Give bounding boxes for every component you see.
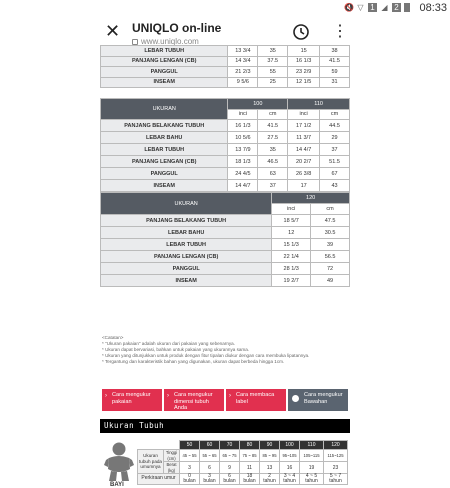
unit-header: inci xyxy=(288,109,320,120)
table-row xyxy=(101,180,350,192)
selected-dot-icon xyxy=(292,395,299,402)
size-header: 60 xyxy=(200,441,220,450)
arrow-right-icon: › xyxy=(167,393,169,399)
cell: 45 ~ 55 xyxy=(180,450,200,462)
cell: 35 xyxy=(258,144,288,156)
cell: 26 3/8 xyxy=(288,168,320,180)
more-menu-icon[interactable]: ⋮ xyxy=(332,23,348,40)
cell: 11 xyxy=(240,462,260,474)
size-table-90 xyxy=(100,45,350,88)
size-header: 120 xyxy=(272,193,350,204)
cell: 115~125 xyxy=(324,450,348,462)
arrow-right-icon: › xyxy=(229,393,231,399)
button-label: dimensi tubuh Anda xyxy=(174,398,209,411)
row-label: INSEAM xyxy=(101,77,228,88)
table-row xyxy=(101,46,350,57)
cell: 44.5 xyxy=(320,120,350,132)
unit-header: inci xyxy=(228,109,258,120)
cell-unit: bulan xyxy=(203,478,216,484)
close-icon[interactable]: ✕ xyxy=(105,21,121,41)
cell: 28 1/3 xyxy=(272,263,311,275)
cell xyxy=(324,474,348,485)
cell: 39 xyxy=(311,239,350,251)
table-row xyxy=(101,227,350,239)
cell: 27.5 xyxy=(258,132,288,144)
cell: 13 7/9 xyxy=(228,144,258,156)
row-label: Ukuran tubuh pada umumnya xyxy=(138,450,164,474)
cell: 24 4/5 xyxy=(228,168,258,180)
cell: 47.5 xyxy=(311,215,350,227)
size-header: 110 xyxy=(300,441,324,450)
cell-unit: bulan xyxy=(223,478,236,484)
cell: 95~105 xyxy=(280,450,300,462)
baby-icon xyxy=(103,441,135,483)
button-label: pakaian xyxy=(112,398,132,405)
header-ukuran: UKURAN xyxy=(101,193,272,215)
cell-value: 3 xyxy=(208,473,211,479)
row-label: LEBAR TUBUH xyxy=(101,239,272,251)
row-label: LEBAR TUBUH xyxy=(101,46,228,57)
table-row xyxy=(101,263,350,275)
signal-icon: ◢ xyxy=(381,3,388,12)
row-label: INSEAM xyxy=(101,180,228,192)
size-header: 70 xyxy=(220,441,240,450)
table-row xyxy=(101,275,350,287)
size-header: 100 xyxy=(280,441,300,450)
mute-icon: 🔇 xyxy=(344,3,354,12)
size-table-100-110 xyxy=(100,98,350,192)
cell: 41.5 xyxy=(320,56,350,67)
cell: 9 xyxy=(220,462,240,474)
sim1-icon: 1 xyxy=(368,3,377,12)
cell: 31 xyxy=(320,77,350,88)
how-to-measure-clothes-button[interactable] xyxy=(102,389,162,411)
cell: 11 3/7 xyxy=(288,132,320,144)
cell: 22 1/4 xyxy=(272,251,311,263)
battery-icon xyxy=(404,3,410,12)
cell: 16 xyxy=(280,462,300,474)
cell: 29 xyxy=(320,132,350,144)
size-header: 110 xyxy=(288,99,350,110)
cell-value: 2 xyxy=(268,473,271,479)
cell-unit: bulan xyxy=(243,478,256,484)
cell: 3 xyxy=(180,462,200,474)
cell xyxy=(200,474,220,485)
cell: 10 5/6 xyxy=(228,132,258,144)
cell: 14 3/4 xyxy=(228,56,258,67)
unit-header: cm xyxy=(311,204,350,215)
row-label: PANJANG LENGAN (CB) xyxy=(101,56,228,67)
size-header: 100 xyxy=(228,99,288,110)
row-label: PANJANG LENGAN (CB) xyxy=(101,251,272,263)
row-sublabel: Berat (kg) xyxy=(164,462,180,474)
table-row xyxy=(101,56,350,67)
cell-value: 0 xyxy=(188,473,191,479)
cell: 46.5 xyxy=(258,156,288,168)
cell: 59 xyxy=(320,67,350,78)
how-to-measure-body-button[interactable] xyxy=(164,389,224,411)
row-label: INSEAM xyxy=(101,275,272,287)
cell: 72 xyxy=(311,263,350,275)
cell: 55 ~ 65 xyxy=(200,450,220,462)
size-header: 120 xyxy=(324,441,348,450)
body-size-table xyxy=(137,440,348,485)
unit-header: cm xyxy=(258,109,288,120)
cell: 6 xyxy=(200,462,220,474)
unit-header: inci xyxy=(272,204,311,215)
row-label: PANGGUL xyxy=(101,168,228,180)
table-row xyxy=(101,168,350,180)
cell: 12 xyxy=(272,227,311,239)
row-label: LEBAR BAHU xyxy=(101,132,228,144)
table-row xyxy=(138,462,348,474)
cell: 16 1/3 xyxy=(288,56,320,67)
note-line: * Tergantung dan karakteristik bahan yang digunakan, ukuran dapat berbeda hingga 1cm. xyxy=(102,359,285,364)
table-row xyxy=(101,77,350,88)
cell-value: 4 ~ 5 xyxy=(305,473,318,479)
button-label: Cara mengukur xyxy=(304,392,343,398)
row-sublabel: Tinggi (cm) xyxy=(164,450,180,462)
cell: 55 xyxy=(258,67,288,78)
size-header: 80 xyxy=(240,441,260,450)
table-row xyxy=(101,156,350,168)
size-header: 50 xyxy=(180,441,200,450)
row-label: Perkiraan umur xyxy=(138,474,180,485)
cell xyxy=(180,474,200,485)
cell: 13 3/4 xyxy=(228,46,258,57)
cell: 15 xyxy=(288,46,320,57)
cell xyxy=(260,474,280,485)
cell: 18 5/7 xyxy=(272,215,311,227)
note-line: * "Ukuran pakaian" adalah ukuran dari pakaian yang sebenarnya. xyxy=(102,341,235,346)
cell: 23 xyxy=(324,462,348,474)
cell: 43 xyxy=(320,180,350,192)
cell: 105~115 xyxy=(300,450,324,462)
cell-value: 6 xyxy=(228,473,231,479)
cell: 67 xyxy=(320,168,350,180)
cell: 9 5/6 xyxy=(228,77,258,88)
cell-value: 18 xyxy=(246,473,253,479)
cell: 13 xyxy=(260,462,280,474)
cell-unit: tahun xyxy=(263,478,276,484)
clock: 08:33 xyxy=(419,2,447,14)
cell xyxy=(220,474,240,485)
row-label: LEBAR TUBUH xyxy=(101,144,228,156)
cell-unit: bulan xyxy=(183,478,196,484)
cell: 18 1/3 xyxy=(228,156,258,168)
button-label: Cara mengukur xyxy=(174,392,213,398)
cell-unit: tahun xyxy=(329,478,342,484)
cell-value: 3 ~ 4 xyxy=(283,473,296,479)
cell-value: 5 ~ 7 xyxy=(329,473,342,479)
button-label: Cara membaca xyxy=(236,392,275,398)
notes-section xyxy=(102,335,347,365)
history-icon[interactable] xyxy=(292,23,310,41)
note-line: * Ukuran yang ditunjukkan untuk produk dengan fitur tipalan diukur dengan cara membuka lipatannya. xyxy=(102,353,310,358)
cell-unit: tahun xyxy=(305,478,318,484)
button-label: Cara mengukur xyxy=(112,392,151,398)
table-row xyxy=(101,215,350,227)
unit-header: cm xyxy=(320,109,350,120)
cell: 15 1/3 xyxy=(272,239,311,251)
arrow-right-icon: › xyxy=(105,393,107,399)
baby-label: BAYI xyxy=(110,482,124,488)
cell: 37.5 xyxy=(258,56,288,67)
row-label: PANJANG BELAKANG TUBUH xyxy=(101,215,272,227)
row-label: LEBAR BAHU xyxy=(101,227,272,239)
size-header: 90 xyxy=(260,441,280,450)
status-icons xyxy=(344,3,410,12)
table-row xyxy=(101,120,350,132)
cell: 75 ~ 85 xyxy=(240,450,260,462)
cell: 21 2/3 xyxy=(228,67,258,78)
row-label: PANGGUL xyxy=(101,263,272,275)
cell: 14 4/7 xyxy=(288,144,320,156)
table-row xyxy=(138,450,348,462)
wifi-icon: ▽ xyxy=(357,3,364,12)
cell: 56.5 xyxy=(311,251,350,263)
cell: 12 1/5 xyxy=(288,77,320,88)
cell: 14 4/7 xyxy=(228,180,258,192)
row-label: PANGGUL xyxy=(101,67,228,78)
cell: 65 ~ 75 xyxy=(220,450,240,462)
size-table-120 xyxy=(100,192,350,287)
cell: 38 xyxy=(320,46,350,57)
cell: 20 2/7 xyxy=(288,156,320,168)
body-size-header: Ukuran Tubuh xyxy=(100,419,350,433)
url-text: www.uniqlo.com xyxy=(141,37,199,46)
button-label: label xyxy=(236,398,248,405)
cell: 25 xyxy=(258,77,288,88)
how-to-read-label-button[interactable] xyxy=(226,389,286,411)
table-row xyxy=(101,67,350,78)
cell: 41.5 xyxy=(258,120,288,132)
cell: 30.5 xyxy=(311,227,350,239)
sim2-icon: 2 xyxy=(392,3,401,12)
cell xyxy=(300,474,324,485)
cell: 37 xyxy=(320,144,350,156)
cell: 17 1/2 xyxy=(288,120,320,132)
table-row xyxy=(101,132,350,144)
cell: 49 xyxy=(311,275,350,287)
table-row xyxy=(101,144,350,156)
row-label: PANJANG BELAKANG TUBUH xyxy=(101,120,228,132)
row-label: PANJANG LENGAN (CB) xyxy=(101,156,228,168)
cell: 37 xyxy=(258,180,288,192)
status-bar xyxy=(0,0,450,16)
cell: 19 2/7 xyxy=(272,275,311,287)
page-title: UNIQLO on-line xyxy=(132,21,222,35)
cell: 85 ~ 95 xyxy=(260,450,280,462)
cell xyxy=(240,474,260,485)
cell: 19 xyxy=(300,462,324,474)
cell: 51.5 xyxy=(320,156,350,168)
size-guide-content xyxy=(100,47,350,488)
cell xyxy=(280,474,300,485)
cell: 16 1/3 xyxy=(228,120,258,132)
button-label: Bawahan xyxy=(304,398,328,405)
cell: 23 2/9 xyxy=(288,67,320,78)
cell-unit: tahun xyxy=(283,478,296,484)
cell: 35 xyxy=(258,46,288,57)
how-to-measure-bottoms-button[interactable] xyxy=(288,389,348,411)
notes-title: <Catatan> xyxy=(102,335,124,340)
empty-cell xyxy=(138,441,180,450)
cell: 63 xyxy=(258,168,288,180)
header-ukuran: UKURAN xyxy=(101,99,228,120)
cell: 17 xyxy=(288,180,320,192)
table-row xyxy=(138,474,348,485)
table-row xyxy=(101,239,350,251)
table-row xyxy=(101,251,350,263)
note-line: * Ukuran dapat bervariasi, bahkan untuk pakaian yang ukurannya sama. xyxy=(102,347,250,352)
